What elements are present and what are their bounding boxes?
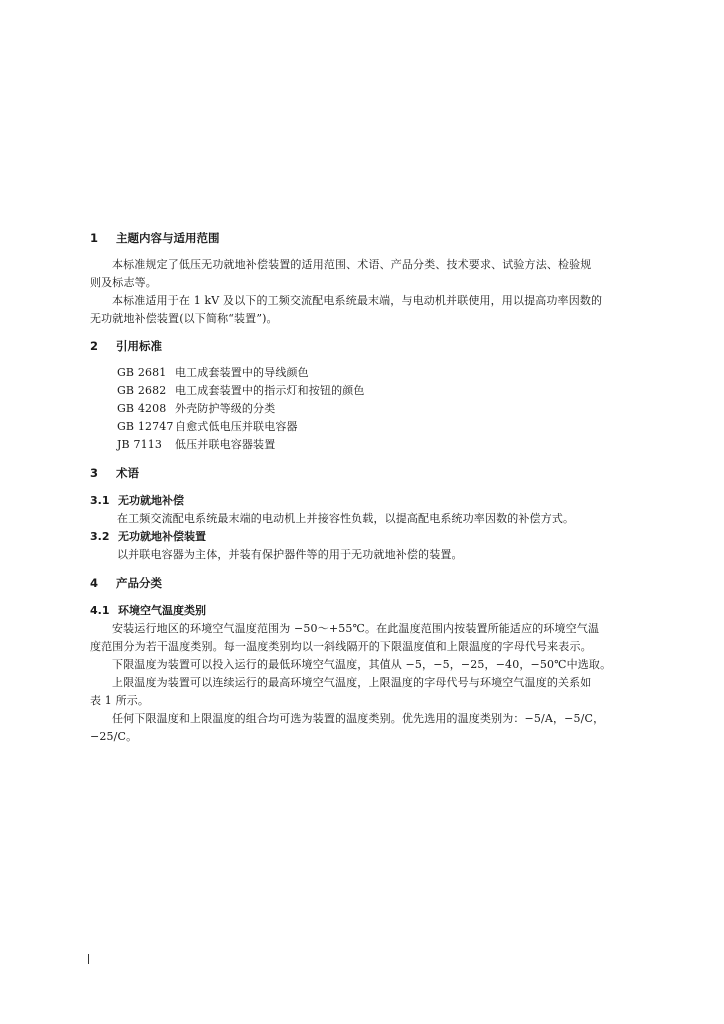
- section-4-para-4-line-1: 任何下限温度和上限温度的组合均可选为装置的温度类别。优先选用的温度类别为：−5/A，−5/C，: [112, 712, 605, 725]
- subsection-4-1-title: 环境空气温度类别: [118, 604, 206, 617]
- subsection-3-1-text: 在工频交流配电系统最末端的电动机上并接容性负载，以提高配电系统功率因数的补偿方式。: [117, 512, 575, 525]
- reference-code: GB 12747: [117, 420, 174, 433]
- section-2-title: 引用标准: [116, 339, 162, 353]
- reference-item: [117, 382, 365, 400]
- section-4-para-3-line-2: 表 1 所示。: [90, 694, 150, 707]
- section-3-number: 3: [90, 466, 99, 480]
- subsection-3-1-number: 3.1: [90, 494, 110, 507]
- reference-code: GB 2681: [117, 366, 167, 379]
- page-edge-mark: [88, 954, 89, 964]
- subsection-3-2-title: 无功就地补偿装置: [118, 530, 206, 543]
- section-3-heading: [90, 464, 139, 482]
- subsection-3-2-number: 3.2: [90, 530, 110, 543]
- subsection-3-1-title: 无功就地补偿: [118, 494, 184, 507]
- section-1-para-2-line-2: 无功就地补偿装置(以下简称“装置”)。: [90, 312, 278, 325]
- section-1-heading: [90, 229, 220, 247]
- section-4-title: 产品分类: [116, 576, 162, 590]
- section-3-title: 术语: [116, 466, 139, 480]
- reference-item: [117, 364, 309, 382]
- reference-code: GB 4208: [117, 402, 167, 415]
- section-4-para-4-line-2: −25/C。: [90, 730, 138, 743]
- reference-item: [117, 418, 298, 436]
- section-4-para-1-line-1: 安装运行地区的环境空气温度范围为 −50～+55℃。在此温度范围内按装置所能适应的环境空气温: [112, 622, 600, 635]
- section-1-title: 主题内容与适用范围: [116, 231, 220, 245]
- section-4-heading: [90, 574, 162, 592]
- section-2-number: 2: [90, 339, 99, 353]
- section-1-para-1-line-1: 本标准规定了低压无功就地补偿装置的适用范围、术语、产品分类、技术要求、试验方法、检验规: [112, 258, 592, 271]
- subsection-4-1-number: 4.1: [90, 604, 110, 617]
- subsection-3-2-heading: [90, 528, 206, 546]
- subsection-3-1-heading: [90, 492, 184, 510]
- section-1-para-1-line-2: 则及标志等。: [90, 276, 157, 289]
- reference-title: 电工成套装置中的导线颜色: [175, 366, 309, 379]
- subsection-3-2-text: 以并联电容器为主体，并装有保护器件等的用于无功就地补偿的装置。: [117, 548, 463, 561]
- subsection-4-1-heading: [90, 602, 206, 620]
- reference-title: 低压并联电容器装置: [175, 438, 276, 451]
- section-2-heading: [90, 337, 162, 355]
- section-4-para-1-line-2: 度范围分为若干温度类别。每一温度类别均以一斜线隔开的下限温度值和上限温度的字母代号来表示。: [90, 640, 592, 653]
- reference-title: 电工成套装置中的指示灯和按钮的颜色: [175, 384, 365, 397]
- reference-code: GB 2682: [117, 384, 167, 397]
- section-4-para-2-line-1: 下限温度为装置可以投入运行的最低环境空气温度，其值从 −5，−5，−25，−40，−50℃中选取。: [112, 658, 612, 671]
- reference-code: JB 7113: [117, 438, 163, 451]
- section-4-number: 4: [90, 576, 99, 590]
- reference-item: [117, 436, 275, 454]
- reference-title: 外壳防护等级的分类: [175, 402, 276, 415]
- section-1-para-2-line-1: 本标准适用于在 1 kV 及以下的工频交流配电系统最末端，与电动机并联使用，用以提高功率因数的: [112, 294, 603, 307]
- reference-item: [117, 400, 275, 418]
- reference-title: 自愈式低电压并联电容器: [175, 420, 298, 433]
- section-1-number: 1: [90, 231, 99, 245]
- section-4-para-3-line-1: 上限温度为装置可以连续运行的最高环境空气温度，上限温度的字母代号与环境空气温度的关系如: [112, 676, 592, 689]
